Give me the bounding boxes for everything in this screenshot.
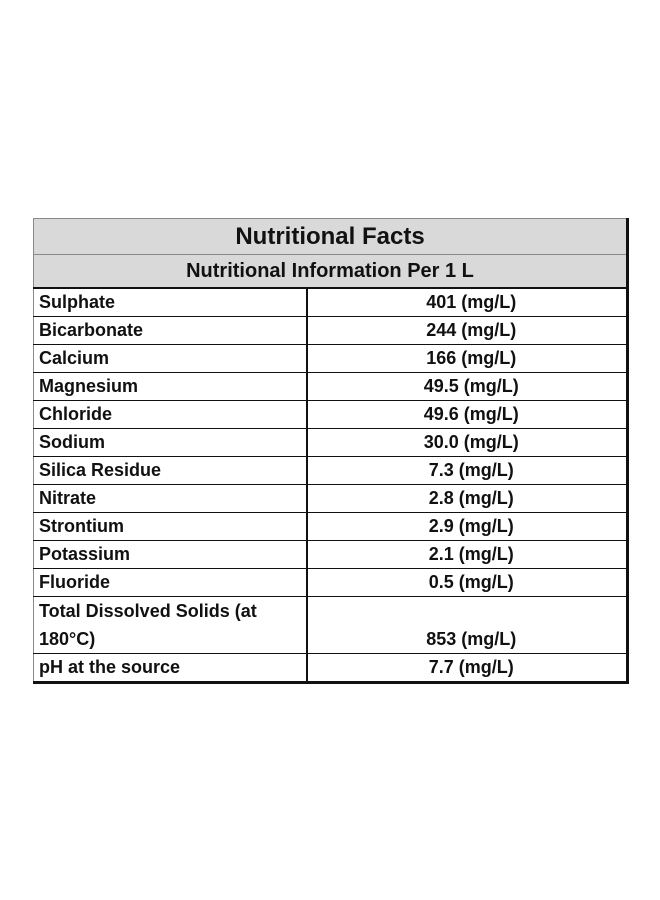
table-title-row: [34, 219, 628, 255]
table-subtitle-row: [34, 255, 628, 289]
table-row: [34, 288, 628, 317]
nutrient-value: 401 (mg/L): [307, 288, 628, 317]
table-row: [34, 569, 628, 597]
nutrient-name: Fluoride: [34, 569, 307, 597]
nutrient-name: Total Dissolved Solids (at 180°C): [34, 597, 307, 654]
nutrient-value: 853 (mg/L): [307, 597, 628, 654]
nutrient-name: Chloride: [34, 401, 307, 429]
nutrient-value: 244 (mg/L): [307, 317, 628, 345]
table-title: Nutritional Facts: [34, 219, 628, 255]
nutrient-value: 7.3 (mg/L): [307, 457, 628, 485]
table-row: [34, 429, 628, 457]
table-row: [34, 513, 628, 541]
table-row: [34, 654, 628, 683]
nutrient-name: Nitrate: [34, 485, 307, 513]
nutrient-value: 49.6 (mg/L): [307, 401, 628, 429]
table-row: [34, 457, 628, 485]
nutrient-name: pH at the source: [34, 654, 307, 683]
nutrient-value: 30.0 (mg/L): [307, 429, 628, 457]
nutrition-facts-table: [33, 218, 629, 684]
nutrient-value: 2.1 (mg/L): [307, 541, 628, 569]
nutrient-name: Sulphate: [34, 288, 307, 317]
nutrient-value: 0.5 (mg/L): [307, 569, 628, 597]
nutrient-name: Magnesium: [34, 373, 307, 401]
nutrient-value: 166 (mg/L): [307, 345, 628, 373]
nutrient-value: 2.8 (mg/L): [307, 485, 628, 513]
nutrient-value: 7.7 (mg/L): [428, 657, 514, 677]
table-row: [34, 317, 628, 345]
table-row: [34, 401, 628, 429]
table-row: [34, 597, 628, 654]
table-row: [34, 345, 628, 373]
nutrient-value: 2.9 (mg/L): [307, 513, 628, 541]
nutrient-name: Strontium: [34, 513, 307, 541]
table-subtitle: Nutritional Information Per 1 L: [34, 255, 628, 289]
nutrient-value: 49.5 (mg/L): [307, 373, 628, 401]
nutrient-name: Calcium: [34, 345, 307, 373]
nutrient-name: Potassium: [34, 541, 307, 569]
nutrient-name: Bicarbonate: [34, 317, 307, 345]
table-row: [34, 485, 628, 513]
table-row: [34, 541, 628, 569]
nutrient-name: Sodium: [34, 429, 307, 457]
nutrient-name: Silica Residue: [34, 457, 307, 485]
table-row: [34, 373, 628, 401]
